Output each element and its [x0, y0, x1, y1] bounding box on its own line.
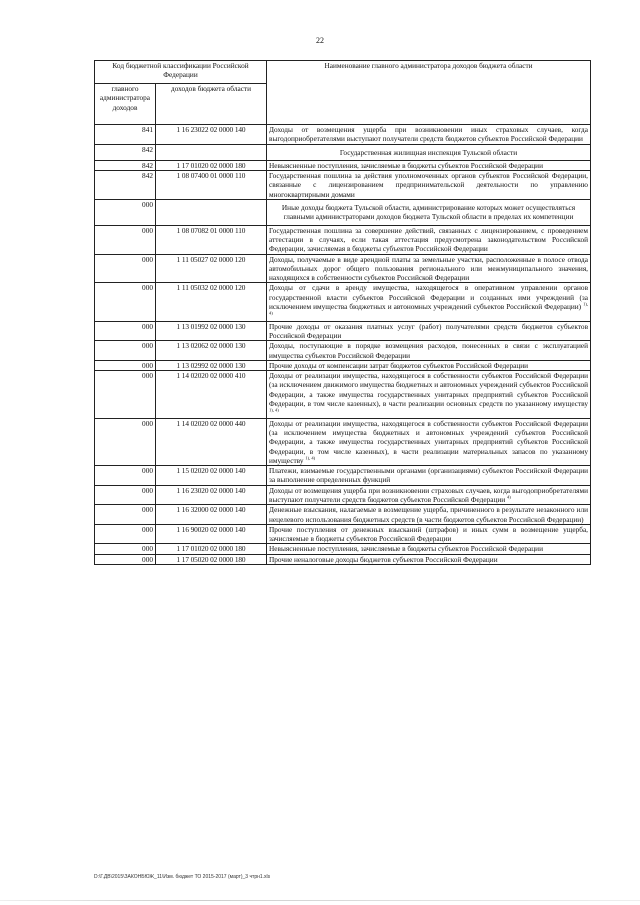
admin-code-cell: 000	[95, 466, 156, 486]
description-text: Государственная пошлина за совершение действий, связанных с лицензированием, с проведением аттестации в случаях, если такая аттестация предусмотрена законодательством Российской Федерации, зачисляемая в бюджеты субъектов Российской Федерации	[269, 225, 589, 254]
description-text: Денежные взыскания, налагаемые в возмещение ущерба, причиненного в результате незаконного или нецелевого использования бюджетных средств (в части бюджетов субъектов Российской Федерации)	[269, 505, 589, 524]
income-code-cell: 1 17 01020 02 0000 180	[156, 160, 267, 170]
budget-classification-table	[94, 60, 591, 565]
description-text: Доходы, поступающие в порядке возмещения расходов, понесенных в связи с эксплуатацией имущества субъектов Российской Федерации	[269, 341, 589, 360]
income-code-cell: 1 16 90020 02 0000 140	[156, 524, 267, 544]
table-row	[95, 466, 591, 486]
income-code-cell: 1 17 05020 02 0000 180	[156, 554, 267, 564]
admin-code-cell: 842	[95, 144, 156, 160]
description-text: Невыясненные поступления, зачисляемые в бюджеты субъектов Российской Федерации	[269, 544, 543, 554]
description-cell	[267, 321, 591, 341]
table-row	[95, 505, 591, 525]
description-cell	[267, 341, 591, 361]
description-cell	[267, 466, 591, 486]
description-text: Государственная пошлина за действия уполномоченных органов субъектов Российской Федерации, связанные с лицензированием предпринимательской деятельности по управлению многоквартирными домами	[269, 171, 589, 199]
income-code-cell: 1 08 07400 01 0000 110	[156, 171, 267, 200]
table-header-row	[95, 61, 591, 84]
footnote-marker: 1), 4)	[269, 407, 279, 413]
table-row	[95, 160, 591, 170]
description-text: Доходы от реализации имущества, находящегося в собственности субъектов Российской Федерации (за исключением движимого имущества бюджетных и автономных учреждений субъектов Российской Федерации, а также имущества государственных унитарных предприятий субъектов Российской Федерации, в том числе казенных), в части реализации основных средств по указанному имуществу	[269, 371, 589, 409]
income-code-cell: 1 14 02020 02 0000 410	[156, 371, 267, 418]
description-text: Прочие доходы от оказания платных услуг (работ) получателями средств бюджетов субъектов Российской Федерации	[269, 321, 589, 340]
description-cell	[267, 418, 591, 465]
description-cell	[267, 544, 591, 554]
table-row	[95, 171, 591, 200]
description-text: Доходы от сдачи в аренду имущества, находящегося в оперативном управлении органов государственной власти субъектов Российской Федерации и созданных ими учреждений (за исключением имущества бюджетных и автономных учреждений субъектов Российской Федерации)	[269, 283, 589, 312]
footnote-marker: 1), 4)	[305, 455, 316, 461]
income-code-cell: 1 14 02020 02 0000 440	[156, 418, 267, 465]
admin-code-cell: 000	[95, 554, 156, 564]
table-row	[95, 254, 591, 283]
description-text: Доходы от возмещения ущерба при возникновении иных страховых случаев, когда выгодоприобретателями выступают получатели средств бюджетов субъектов Российской Федерации	[269, 125, 589, 144]
description-text: Невыясненные поступления, зачисляемые в бюджеты субъектов Российской Федерации	[269, 160, 543, 170]
header-income-column: доходов бюджета области	[156, 84, 267, 125]
description-cell	[267, 225, 591, 254]
admin-code-cell: 841	[95, 125, 156, 145]
section-row	[95, 144, 591, 160]
table-row	[95, 283, 591, 321]
table-row	[95, 321, 591, 341]
description-cell	[267, 554, 591, 564]
admin-code-cell: 000	[95, 225, 156, 254]
description-cell	[267, 171, 591, 200]
description-cell	[267, 485, 591, 505]
table-row	[95, 371, 591, 418]
section-title-cell	[267, 144, 591, 160]
income-code-cell: 1 08 07082 01 0000 110	[156, 225, 267, 254]
table-row	[95, 418, 591, 465]
income-code-cell	[156, 144, 267, 160]
description-text: Иные доходы бюджета Тульской области, администрирование которых может осуществляться главными администраторами доходов бюджета Тульской области в пределах их компетенции	[281, 203, 576, 222]
admin-code-cell: 842	[95, 171, 156, 200]
description-cell	[267, 524, 591, 544]
description-cell	[267, 371, 591, 418]
admin-code-cell: 000	[95, 360, 156, 370]
table-row	[95, 225, 591, 254]
income-code-cell: 1 13 01992 02 0000 130	[156, 321, 267, 341]
income-code-cell: 1 16 32000 02 0000 140	[156, 505, 267, 525]
table-row	[95, 544, 591, 554]
admin-code-cell: 000	[95, 341, 156, 361]
income-code-cell: 1 11 05032 02 0000 120	[156, 283, 267, 321]
table-row	[95, 360, 591, 370]
income-code-cell: 1 16 23020 02 0000 140	[156, 485, 267, 505]
admin-code-cell: 000	[95, 254, 156, 283]
table-row	[95, 485, 591, 505]
income-code-cell: 1 13 02992 02 0000 130	[156, 360, 267, 370]
description-cell	[267, 505, 591, 525]
description-cell	[267, 125, 591, 145]
page-number: 22	[316, 36, 324, 45]
table-row	[95, 524, 591, 544]
income-code-cell	[156, 200, 267, 226]
admin-code-cell: 842	[95, 160, 156, 170]
table-row	[95, 341, 591, 361]
description-cell	[267, 254, 591, 283]
description-text: Платежи, взимаемые государственными органами (организациями) субъектов Российской Федерации за выполнение определенных функций	[269, 466, 589, 485]
table-row	[95, 125, 591, 145]
income-code-cell: 1 15 02020 02 0000 140	[156, 466, 267, 486]
admin-code-cell: 000	[95, 418, 156, 465]
description-text: Государственная жилищная инспекция Тульской области	[339, 147, 518, 157]
description-text: Доходы от возмещения ущерба при возникновении страховых случаев, когда выгодоприобретателями выступают получатели средств бюджетов субъектов Российской Федерации	[269, 485, 589, 504]
admin-code-cell: 000	[95, 321, 156, 341]
income-code-cell: 1 11 05027 02 0000 120	[156, 254, 267, 283]
income-code-cell: 1 16 23022 02 0000 140	[156, 125, 267, 145]
table-row	[95, 554, 591, 564]
admin-code-cell: 000	[95, 544, 156, 554]
description-text: Доходы от реализации имущества, находящегося в собственности субъектов Российской Федерации (за исключением имущества бюджетных и автономных учреждений субъектов Российской Федерации, а также имущества государственных унитарных предприятий субъектов Российской Федерации, в том числе казенных), в части реализации материальных запасов по указанному имуществу	[269, 418, 589, 465]
section-title-cell	[267, 200, 591, 226]
admin-code-cell: 000	[95, 485, 156, 505]
description-cell	[267, 160, 591, 170]
header-admin-column: главного администратора доходов	[95, 84, 156, 125]
header-name-column: Наименование главного администратора доходов бюджета области	[267, 61, 591, 125]
admin-code-cell: 000	[95, 524, 156, 544]
description-text: Прочие доходы от компенсации затрат бюджетов субъектов Российской Федерации	[269, 360, 529, 370]
footnote-marker: 4)	[507, 494, 511, 500]
description-text: Доходы, получаемые в виде арендной платы за земельные участки, расположенные в полосе отвода автомобильных дорог общего пользования регионального или межмуниципального значения, находящихся в собственности субъектов Российской Федерации	[269, 254, 589, 283]
admin-code-cell: 000	[95, 505, 156, 525]
income-code-cell: 1 13 02062 02 0000 130	[156, 341, 267, 361]
description-text: Прочие поступления от денежных взысканий (штрафов) и иных сумм в возмещение ущерба, зачисляемые в бюджеты субъектов Российской Федерации	[269, 524, 589, 544]
scan-artifact-line	[0, 900, 640, 901]
footnote-marker: 1), 4)	[269, 301, 589, 316]
admin-code-cell: 000	[95, 371, 156, 418]
admin-code-cell: 000	[95, 283, 156, 321]
description-cell	[267, 283, 591, 321]
description-text: Прочие неналоговые доходы бюджетов субъектов Российской Федерации	[269, 554, 498, 564]
footer-file-path: D:\Г.ДВ\2015\ЗАКОНБЮЖ_11\Изм. бюджет ТО 2015-2017 (март)_3 чтрн1.xls	[94, 874, 271, 880]
header-code-group: Код бюджетной классификации Российской Федерации	[95, 61, 267, 84]
table-body	[95, 125, 591, 565]
admin-code-cell: 000	[95, 200, 156, 226]
description-cell	[267, 360, 591, 370]
income-code-cell: 1 17 01020 02 0000 180	[156, 544, 267, 554]
section-row	[95, 200, 591, 226]
